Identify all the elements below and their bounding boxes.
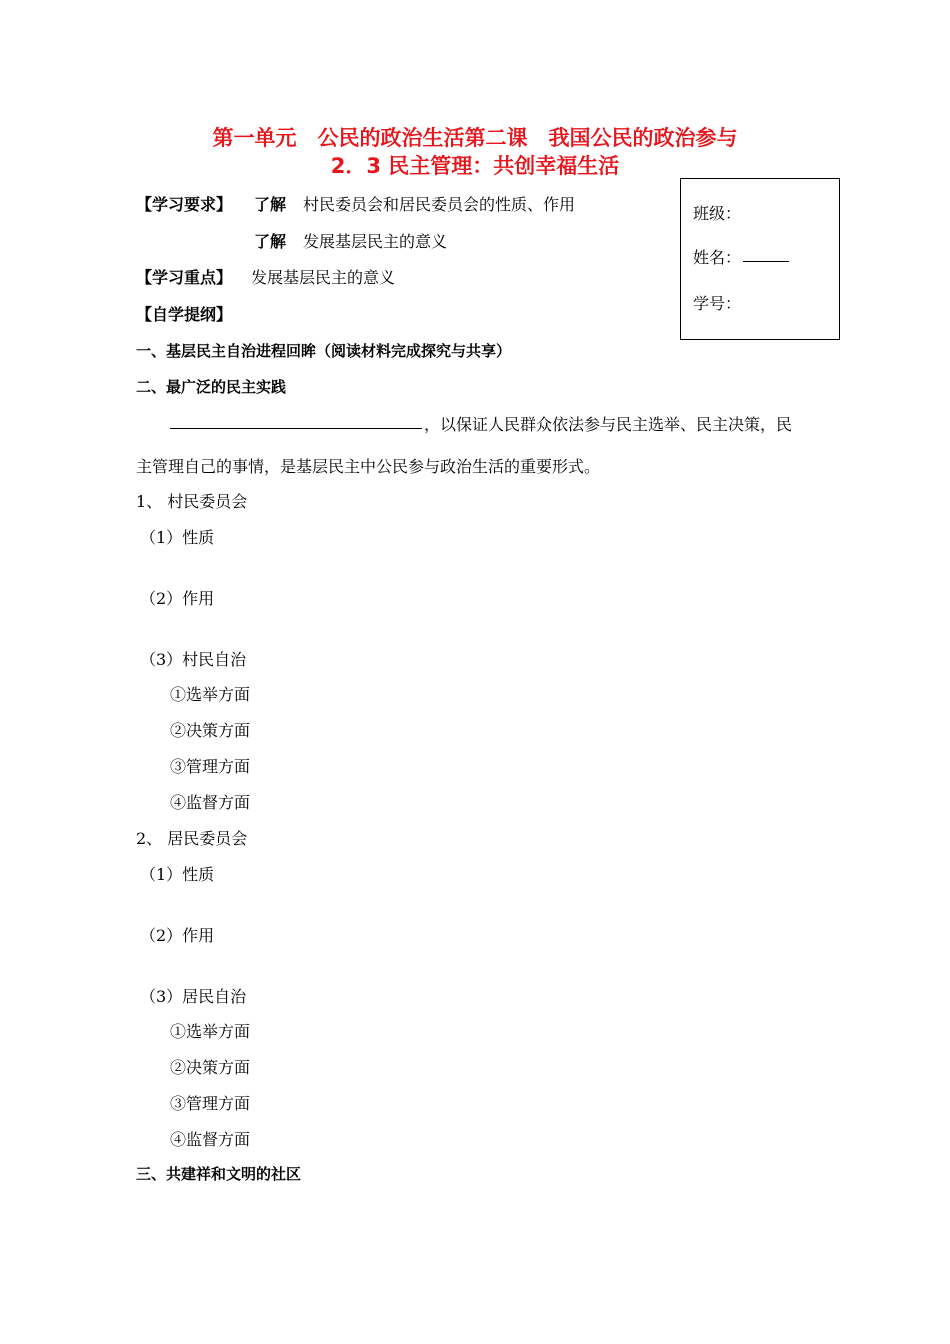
page-subtitle: 2．3 民主管理：共创幸福生活: [330, 154, 620, 178]
name-label: 姓名：: [693, 248, 742, 267]
village-nature: （1）性质: [140, 528, 215, 547]
village-item-decision: ②决策方面: [170, 721, 251, 740]
resident-item-supervision: ④监督方面: [170, 1130, 251, 1149]
village-autonomy: （3）村民自治: [140, 650, 247, 669]
village-item-supervision: ④监督方面: [170, 793, 251, 812]
name-blank[interactable]: [743, 261, 789, 262]
resident-item-election: ①选举方面: [170, 1022, 251, 1041]
key-point-label: 【学习重点】: [136, 268, 233, 287]
fill-in-blank[interactable]: [170, 428, 422, 429]
requirement-text-1: 村民委员会和居民委员会的性质、作用: [303, 195, 576, 214]
outline-label: 【自学提纲】: [136, 305, 233, 324]
village-item-election: ①选举方面: [170, 685, 251, 704]
student-info-box: [680, 178, 840, 340]
class-label: 班级：: [693, 204, 742, 223]
resident-item-management: ③管理方面: [170, 1094, 251, 1113]
section-heading-1: 一、基层民主自治进程回眸（阅读材料完成探究与共享）: [136, 342, 512, 360]
resident-role: （2）作用: [140, 926, 215, 945]
key-point-text: 发展基层民主的意义: [251, 268, 396, 287]
page-title: 第一单元 公民的政治生活第二课 我国公民的政治参与: [212, 126, 738, 150]
requirement-text-2: 发展基层民主的意义: [303, 232, 448, 251]
village-role: （2）作用: [140, 589, 215, 608]
resident-autonomy: （3）居民自治: [140, 987, 247, 1006]
village-item-management: ③管理方面: [170, 757, 251, 776]
paragraph-line-1: ，以保证人民群众依法参与民主选举、民主决策，民: [424, 415, 793, 434]
resident-item-decision: ②决策方面: [170, 1058, 251, 1077]
paragraph-line-2: 主管理自己的事情，是基层民主中公民参与政治生活的重要形式。: [136, 457, 601, 476]
section-heading-2: 二、最广泛的民主实践: [136, 378, 287, 396]
requirement-verb-2: 了解: [254, 232, 287, 251]
requirements-label: 【学习要求】: [136, 195, 233, 214]
village-committee-heading: 1、 村民委员会: [136, 492, 248, 511]
id-label: 学号：: [693, 294, 742, 313]
resident-nature: （1）性质: [140, 865, 215, 884]
section-heading-3: 三、共建祥和文明的社区: [136, 1165, 302, 1183]
resident-committee-heading: 2、 居民委员会: [136, 829, 248, 848]
requirement-verb-1: 了解: [254, 195, 287, 214]
